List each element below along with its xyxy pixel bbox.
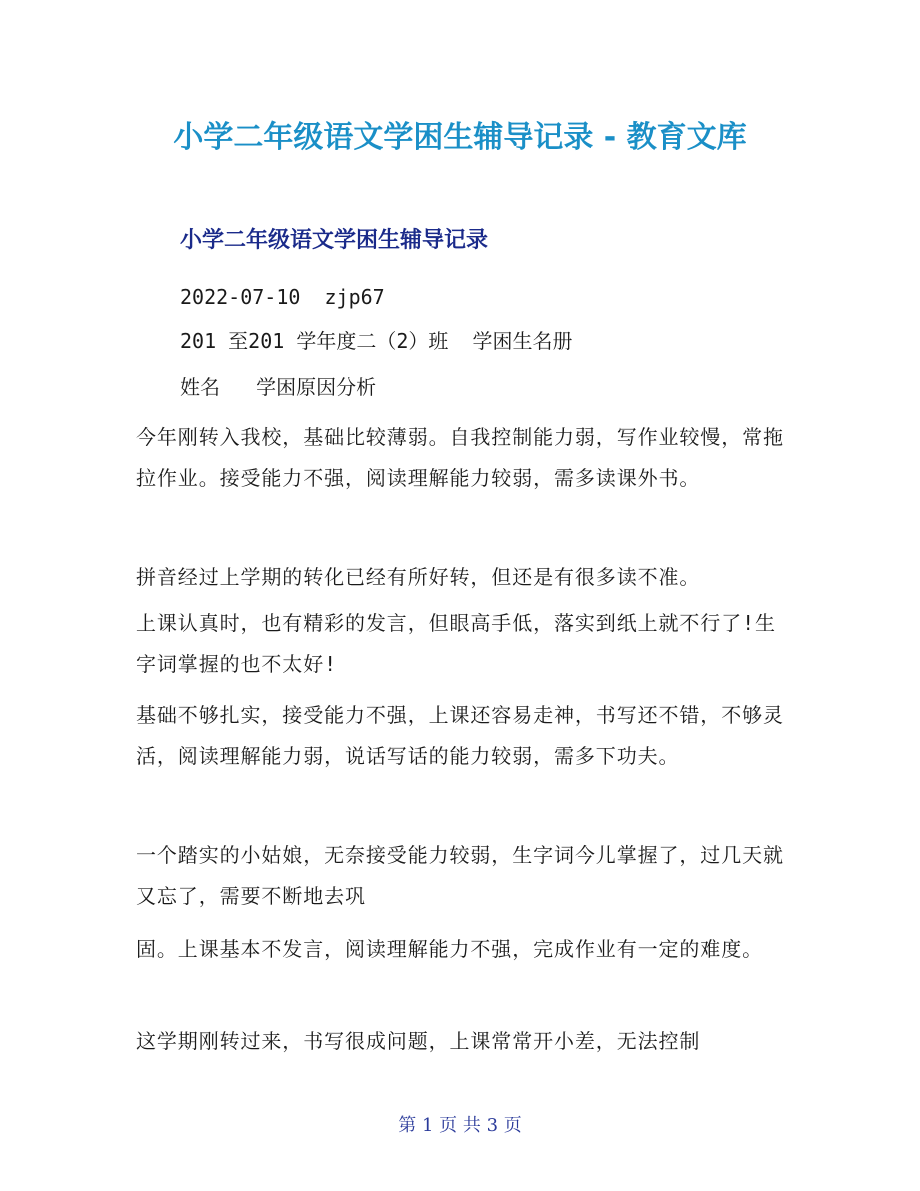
document-title: 小学二年级语文学困生辅导记录 - 教育文库 bbox=[173, 120, 747, 155]
paragraph: 这学期刚转过来，书写很成问题，上课常常开小差，无法控制 bbox=[136, 1029, 701, 1053]
article-title: 小学二年级语文学困生辅导记录 bbox=[180, 228, 489, 253]
class-roster-line: 201 至201 学年度二（2）班 学困生名册 bbox=[180, 329, 573, 353]
paragraph: 基础不够扎实，接受能力不强，上课还容易走神，书写还不错，不够灵活，阅读理解能力弱，说话写话的能力较弱，需多下功夫。 bbox=[136, 703, 784, 768]
page-number-footer: 第 1 页 共 3 页 bbox=[398, 1115, 522, 1136]
paragraph: 拼音经过上学期的转化已经有所好转，但还是有很多读不准。 bbox=[136, 565, 701, 589]
paragraph: 上课认真时，也有精彩的发言，但眼高手低，落实到纸上就不行了!生字词掌握的也不太好! bbox=[136, 611, 776, 676]
date-author-line: 2022-07-10 zjp67 bbox=[180, 285, 385, 309]
paragraph: 一个踏实的小姑娘，无奈接受能力较弱，生字词今儿掌握了，过几天就又忘了，需要不断地去巩 bbox=[136, 843, 784, 908]
table-columns-line: 姓名 学困原因分析 bbox=[180, 375, 377, 399]
paragraph: 固。上课基本不发言，阅读理解能力不强，完成作业有一定的难度。 bbox=[136, 937, 763, 961]
paragraph: 今年刚转入我校，基础比较薄弱。自我控制能力弱，写作业较慢，常拖拉作业。接受能力不强，阅读理解能力较弱，需多读课外书。 bbox=[136, 425, 784, 490]
